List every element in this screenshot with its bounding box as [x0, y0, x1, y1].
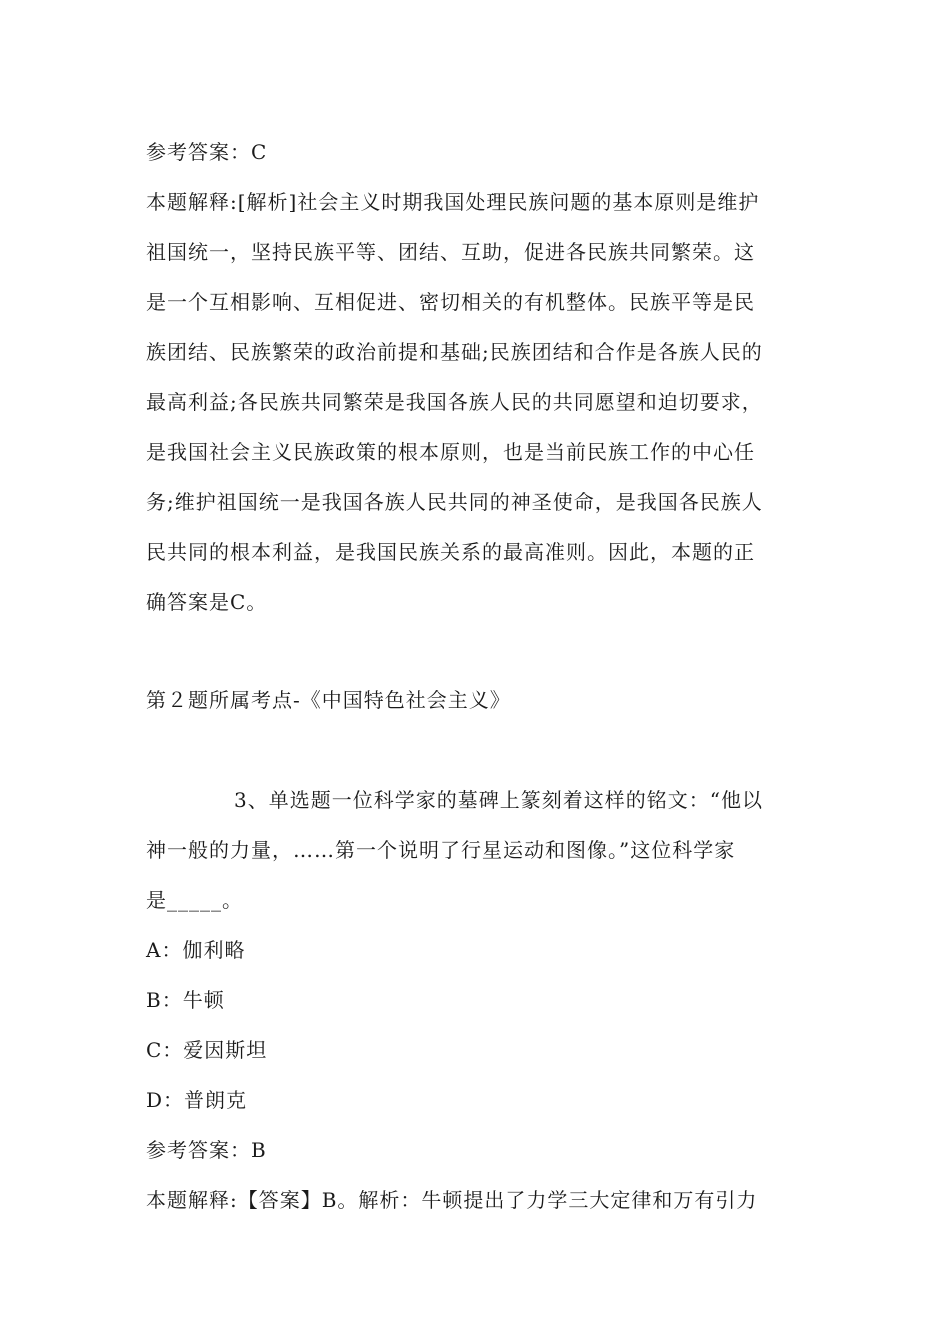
- q2-explanation-line: 是我国社会主义民族政策的根本原则，也是当前民族工作的中心任: [146, 440, 755, 464]
- q2-topic-section: [146, 675, 816, 725]
- q2-explanation-line: 祖国统一，坚持民族平等、团结、互助，促进各民族共同繁荣。这: [146, 240, 755, 264]
- q3-question-line: 3、单选题一位科学家的墓碑上篆刻着这样的铭文：“他以: [234, 788, 763, 812]
- q2-explanation-line: 最高利益;各民族共同繁荣是我国各族人民的共同愿望和迫切要求，: [146, 390, 763, 414]
- q3-option-b: B：牛顿: [146, 988, 225, 1012]
- q3-option-d: D：普朗克: [146, 1088, 248, 1112]
- q2-explanation-line: 是一个互相影响、互相促进、密切相关的有机整体。民族平等是民: [146, 290, 755, 314]
- q2-topic: 第２题所属考点-《中国特色社会主义》: [146, 688, 511, 712]
- q2-answer-label: 参考答案：C: [146, 140, 268, 164]
- q3-question-line: 神一般的力量，……第一个说明了行星运动和图像。”这位科学家: [146, 838, 736, 862]
- q3-answer-label: 参考答案：B: [146, 1138, 267, 1162]
- q2-explanation-line: 确答案是C。: [146, 590, 268, 614]
- q3-section: [146, 775, 816, 1225]
- q3-option-c: C：爱因斯坦: [146, 1038, 268, 1062]
- q2-answer-section: [146, 127, 816, 627]
- q3-question-line: 是_____。: [146, 888, 243, 912]
- q2-explanation-line: 族团结、民族繁荣的政治前提和基础;民族团结和合作是各族人民的: [146, 340, 763, 364]
- q2-explanation-line: 本题解释:[解析]社会主义时期我国处理民族问题的基本原则是维护: [146, 190, 760, 214]
- q2-explanation-line: 务;维护祖国统一是我国各族人民共同的神圣使命，是我国各民族人: [146, 490, 763, 514]
- q2-explanation-line: 民共同的根本利益，是我国民族关系的最高准则。因此，本题的正: [146, 540, 755, 564]
- q3-explanation-line: 本题解释:【答案】B。解析：牛顿提出了力学三大定律和万有引力: [146, 1188, 758, 1212]
- q3-option-a: A：伽利略: [146, 938, 246, 962]
